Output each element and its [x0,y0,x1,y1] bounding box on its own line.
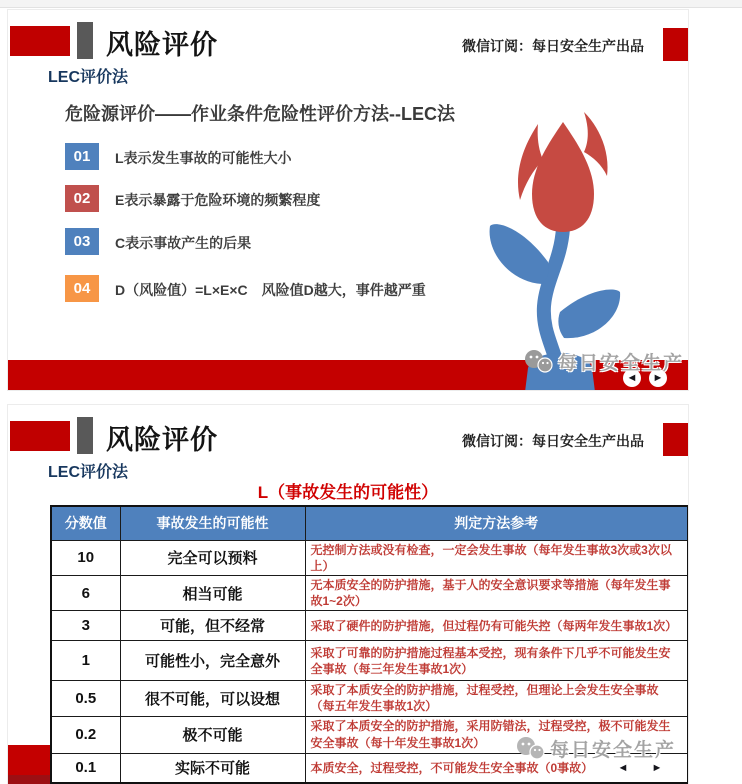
header-red-block-left [10,421,70,451]
header-red-block-left [10,26,70,56]
score-cell: 0.2 [51,716,120,753]
item-number-badge: 01 [65,143,99,170]
brand-watermark [516,735,676,762]
watermark-text: 每日安全生产 [558,353,685,374]
slide-l-score-table [8,405,688,784]
col-header-score: 分数值 [51,506,120,540]
table-row [51,540,688,575]
criteria-cell: 无本质安全的防护措施，基于人的安全意识要求等措施（每年发生事故1~2次） [305,575,688,610]
table-row [51,611,688,641]
likelihood-cell: 完全可以预料 [120,540,305,575]
likelihood-cell: 实际不可能 [120,753,305,783]
score-cell: 3 [51,611,120,641]
brand-watermark [524,348,684,375]
criteria-cell: 无控制方法或没有检查，一定会发生事故（每年发生事故3次或3次以上） [305,540,688,575]
header-gray-bar [77,22,93,59]
likelihood-cell: 极不可能 [120,716,305,753]
col-header-likelihood: 事故发生的可能性 [120,506,305,540]
left-arrow-icon: ◄ [617,762,629,774]
item-number-badge: 02 [65,185,99,212]
table-row [51,681,688,716]
table-header-row [51,506,688,540]
header-red-block-right [663,28,688,61]
item-number-badge: 04 [65,275,99,302]
table-row [51,641,688,681]
page-title: 风险评价 [106,425,218,455]
page-title: 风险评价 [106,30,218,60]
wechat-icon [524,349,554,375]
wechat-icon [516,736,546,762]
score-cell: 1 [51,641,120,681]
watermark-text: 每日安全生产 [550,740,677,761]
right-arrow-icon: ► [652,372,664,384]
likelihood-cell: 可能性小，完全意外 [120,641,305,681]
score-cell: 6 [51,575,120,610]
likelihood-cell: 可能，但不经常 [120,611,305,641]
item-text: E表示暴露于危险环境的频繁程度 [115,192,321,208]
table-title: L（事故发生的可能性） [257,483,439,502]
likelihood-cell: 相当可能 [120,575,305,610]
criteria-cell: 采取了本质安全的防护措施，采用防错法，过程受控，极不可能发生安全事故（每十年发生事故1次） [305,716,688,753]
lec-method-label: LEC评价法 [48,464,129,481]
score-cell: 10 [51,540,120,575]
criteria-cell: 采取了本质安全的防护措施，过程受控，但理论上会发生安全事故（每五年发生事故1次） [305,681,688,716]
header-gray-bar [77,417,93,454]
slide-lec-intro [8,10,688,390]
slide-subtitle: 危险源评价——作业条件危险性评价方法--LEC法 [65,104,455,124]
header-red-block-right [663,423,688,456]
score-cell: 0.5 [51,681,120,716]
criteria-cell: 本质安全，过程受控，不可能发生安全事故（0事故） [305,753,688,783]
criteria-cell: 采取了可靠的防护措施过程基本受控，现有条件下几乎不可能发生安全事故（每三年发生事故1次） [305,641,688,681]
score-cell: 0.1 [51,753,120,783]
table-row [51,575,688,610]
item-number-badge: 03 [65,228,99,255]
page-top-divider [0,0,742,8]
subscription-text: 微信订阅：每日安全生产出品 [462,38,644,54]
likelihood-cell: 很不可能，可以设想 [120,681,305,716]
item-text: L表示发生事故的可能性大小 [115,150,292,166]
criteria-cell: 采取了硬件的防护措施，但过程仍有可能失控（每两年发生事故1次） [305,611,688,641]
item-text: C表示事故产生的后果 [115,235,252,251]
subscription-text: 微信订阅：每日安全生产出品 [462,433,644,449]
col-header-criteria: 判定方法参考 [305,506,688,540]
right-arrow-icon: ► [651,762,663,774]
item-text: D（风险值）=L×E×C 风险值D越大，事件越严重 [115,282,426,298]
lec-method-label: LEC评价法 [48,69,129,86]
left-arrow-icon: ◄ [626,372,638,384]
